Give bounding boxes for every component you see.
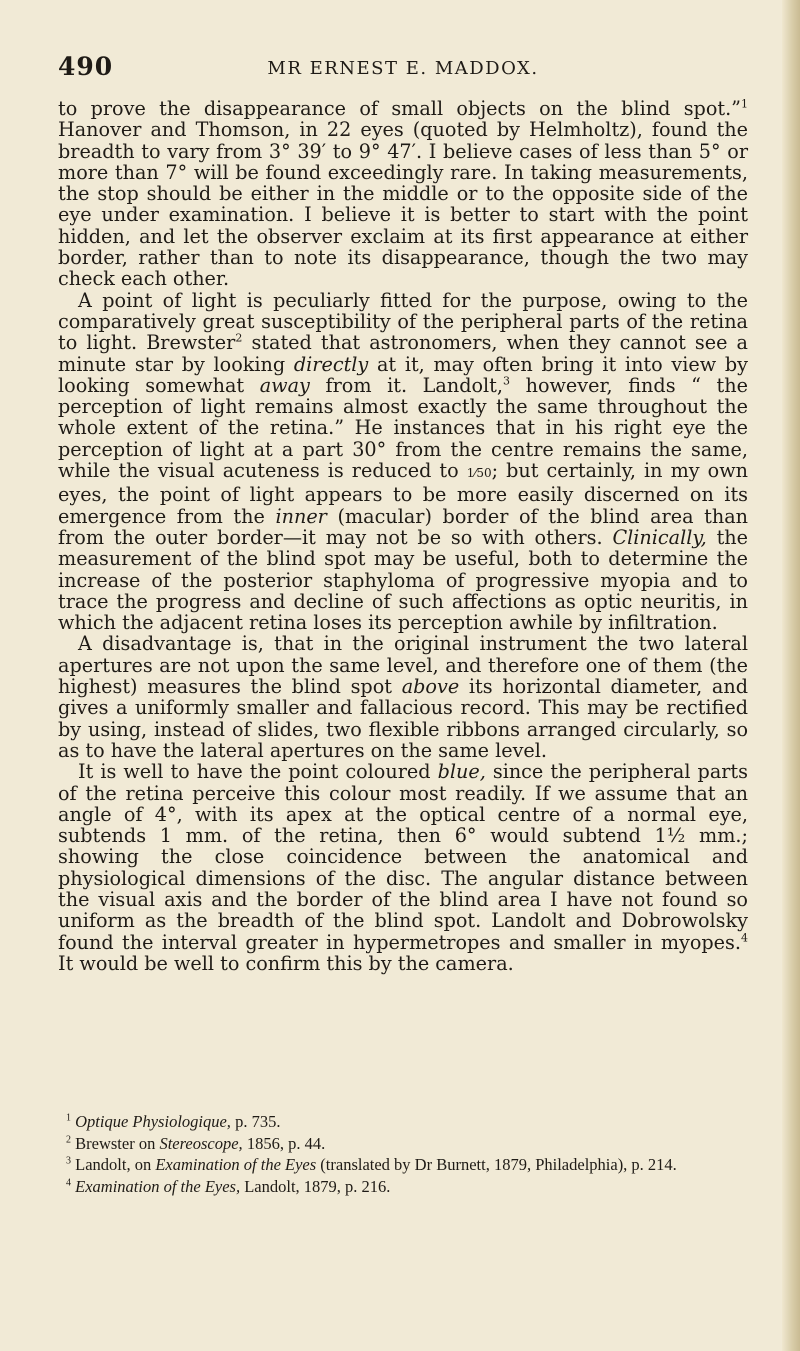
page-edge-shadow (782, 0, 800, 1351)
fraction: 1⁄50 (466, 466, 492, 481)
footnotes (58, 1111, 748, 1197)
paragraph (58, 290, 748, 634)
page-number: 490 (58, 52, 114, 81)
footnote (58, 1133, 748, 1155)
text-run: since the peripheral parts of the retina perceive this colour most readily. If we assume that an angle of 4°, with its apex at the optical centre of a normal eye, subtends 1 mm. of the retina, then 6° would subtend 1½ mm.; showing the close coincidence between the anatomical and physiological dimensions of the disc. The angular distance between the visual axis and the border of the blind area I have not found so uniform as the breadth of the blind spot. Landolt and Dobrowolsky found the interval greater in hypermetropes and smaller in myopes. (58, 760, 748, 954)
text-run: 1856, p. 44. (242, 1133, 326, 1153)
italic-text: Examination of the Eyes, (75, 1176, 241, 1196)
italic-text: inner (275, 504, 327, 528)
text-run: Landolt, 1879, p. 216. (240, 1176, 391, 1196)
text-run: Brewster on (71, 1133, 160, 1153)
text-run: to prove the disappearance of small objects on the blind spot.” (58, 97, 741, 120)
text-run: A point of light is peculiarly fitted for the purpose, owing to the comparatively great susceptibility of the peripheral parts of the retina to light. Brewster (58, 288, 748, 355)
footnote-ref: 2 (235, 331, 243, 345)
italic-text: Optique Physiologique, (75, 1112, 231, 1131)
footnote-ref: 2 (66, 1134, 71, 1145)
footnote (58, 1176, 748, 1198)
italic-text: Stereoscope, (159, 1133, 243, 1153)
footnote (58, 1111, 748, 1133)
footnote-ref: 3 (66, 1155, 71, 1167)
text-run: Landolt, on (71, 1155, 156, 1174)
italic-text: Examination of the Eyes (155, 1155, 317, 1174)
paragraph (58, 98, 748, 290)
italic-text: above (401, 675, 460, 699)
running-title: MR ERNEST E. MADDOX. (267, 58, 539, 79)
footnote (58, 1154, 748, 1176)
italic-text: away (259, 373, 310, 397)
paragraph (58, 761, 748, 974)
footnote-ref: 4 (66, 1177, 71, 1188)
text-run: A disadvantage is, that in the original instrument the two lateral apertures are not upon the same level, and therefore one of them (the highest) measures the blind spot (58, 632, 748, 699)
text-run: It would be well to confirm this by the camera. (58, 951, 514, 975)
text-run: (macular) border of the blind area than from the outer border—it may not be so with others. (58, 504, 748, 549)
text-run: Hanover and Thomson, in 22 eyes (quoted by Helmholtz), found the breadth to vary from 3° 39′ to 9° 47′. I believe cases of less than 5° or more than 7° will be found exceedingly rare. In taking measurements, the stop should be either in the middle or to the opposite side of the eye under examination. I believe it is better to start with the point hidden, and let the observer exclaim at its first appearance at either border, rather than to note its disappearance, though the two may check each other. (58, 118, 748, 291)
text-run: ; but certainly, in my own eyes, the point of light appears to be more easily discerned on its emergence from the (58, 459, 748, 528)
text-run: stated that astronomers, when they cannot see a minute star by looking (58, 331, 748, 376)
text-run: at it, may often bring it into view by looking somewhat (58, 352, 748, 397)
footnote-ref: 1 (741, 97, 748, 111)
text-run: its horizontal diameter, and gives a uniformly smaller and fallacious record. This may be rectified by using, instead of slides, two flexible ribbons arranged circularly, so as to have the lateral apertures on the same level. (58, 675, 748, 762)
text-run: however, finds “ the perception of light remains almost exactly the same throughout the whole extent of the retina.” He instances that in his right eye the perception of light at a part 30° from the centre remains the same, while the visual acuteness is reduced to (58, 373, 748, 483)
italic-text: Clinically, (612, 525, 707, 549)
running-header (58, 52, 748, 88)
text-run: from it. Landolt, (309, 373, 503, 397)
text-run: It is well to have the point coloured (78, 760, 438, 784)
paragraph (58, 633, 748, 761)
footnote-ref: 1 (66, 1112, 71, 1124)
italic-text: blue, (437, 760, 486, 784)
text-run: the measurement of the blind spot may be useful, both to determine the increase of the posterior staphyloma of progressive myopia and to trace the progress and decline of such affections as optic neuritis, in which the adjacent retina loses its perception awhile by infiltration. (58, 525, 748, 635)
footnote-ref: 4 (741, 931, 748, 945)
body-text (58, 98, 748, 974)
italic-text: directly (293, 352, 369, 376)
footnote-ref: 3 (503, 374, 510, 388)
text-run: p. 735. (230, 1112, 281, 1131)
text-run: (translated by Dr Burnett, 1879, Philadelphia), p. 214. (316, 1155, 677, 1174)
